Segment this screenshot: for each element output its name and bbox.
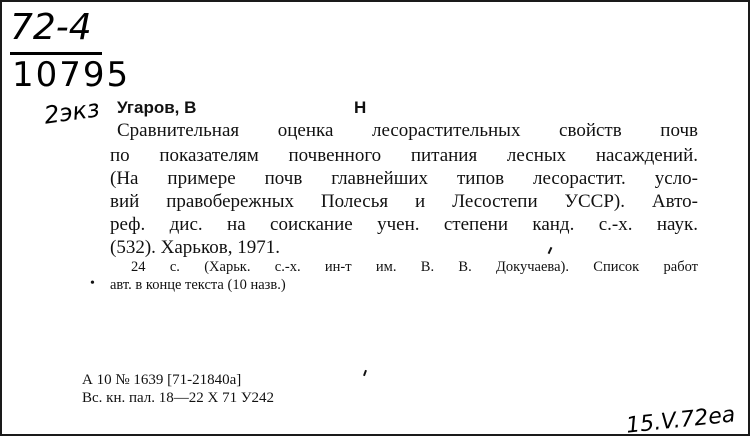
title-line: (На примере почв главнейших типов лесорастит. усло-	[110, 168, 698, 189]
handwritten-date-note: 15.V.72ea	[625, 402, 737, 439]
bullet-mark: •	[90, 276, 95, 291]
title-line: реф. дис. на соискание учен. степени канд. с.-х. наук.	[110, 214, 698, 235]
description-line: 24 с. (Харьк. с.-х. ин-т им. В. В. Докучаева). Список работ	[131, 259, 698, 275]
title-line: по показателям почвенного питания лесных насаждений.	[110, 145, 698, 166]
author-initial: Н	[354, 98, 367, 117]
call-number-top: 72-4	[10, 7, 92, 48]
call-number-bottom: 10795	[12, 55, 131, 95]
imprint-line: (532). Харьков, 1971.	[110, 237, 280, 258]
chamber-line: Вс. кн. пал. 18—22 Х 71 У242	[82, 390, 274, 406]
title-line: Сравнительная оценка лесорастительных свойств почв	[117, 120, 698, 141]
title-line: вий правобережных Полесья и Лесостепи УССР). Авто-	[110, 191, 698, 212]
registry-line: А 10 № 1639 [71-21840а]	[82, 372, 242, 388]
handwritten-copies-note: 2экз	[42, 94, 102, 130]
description-line: авт. в конце текста (10 назв.)	[110, 277, 286, 293]
author-name: Угаров, В	[117, 98, 197, 117]
